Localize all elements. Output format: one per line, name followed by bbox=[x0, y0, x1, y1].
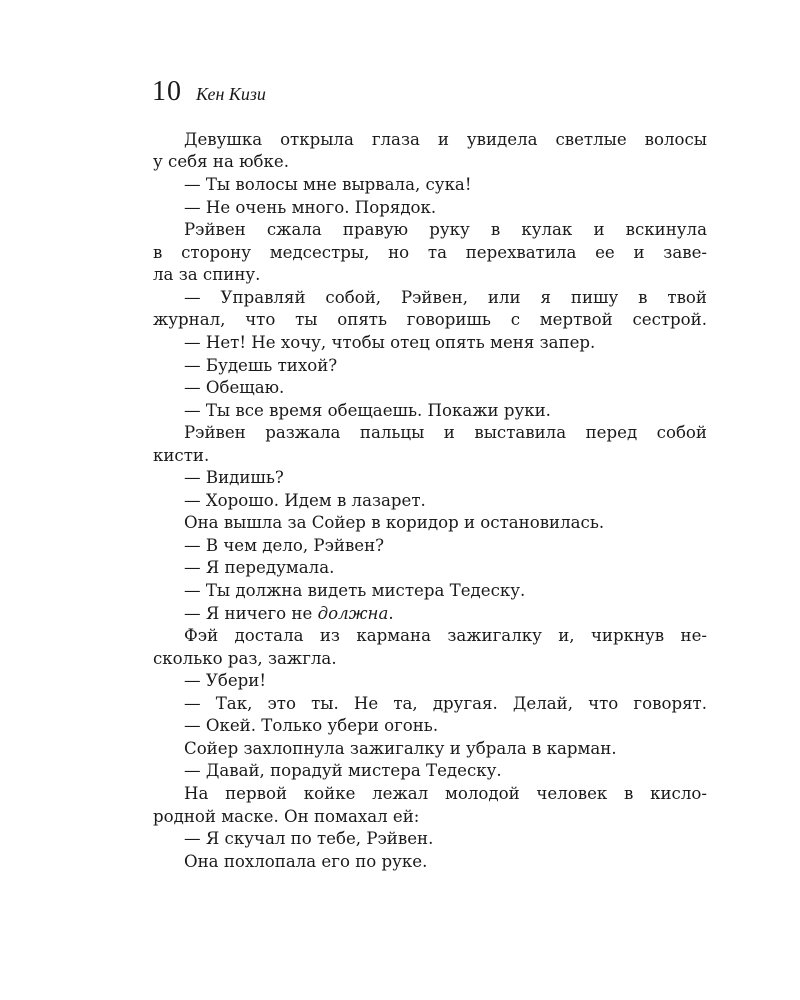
text-line: Сойер захлопнула зажигалку и убрала в карман. bbox=[184, 739, 617, 758]
text-line: — Будешь тихой? bbox=[184, 356, 338, 375]
text-line: — Я передумала. bbox=[184, 558, 335, 577]
text-line: — Давай, порадуй мистера Тедеску. bbox=[184, 761, 502, 780]
text-line: Фэй достала из кармана зажигалку и, чиркнув не- bbox=[184, 626, 707, 645]
text-line: Она вышла за Сойер в коридор и остановилась. bbox=[184, 513, 605, 532]
text-line: — Видишь? bbox=[184, 468, 284, 487]
page-number: 10 bbox=[152, 76, 182, 107]
text-line: Она похлопала его по руке. bbox=[184, 852, 428, 871]
text-line bbox=[184, 603, 394, 625]
text-line: журнал, что ты опять говоришь с мертвой сестрой. bbox=[153, 310, 707, 329]
text-line: у себя на юбке. bbox=[153, 152, 290, 171]
text-line: — Нет! Не хочу, чтобы отец опять меня запер. bbox=[184, 333, 596, 352]
text-line-part: . bbox=[388, 604, 394, 623]
emphasized-word: должна bbox=[317, 604, 389, 623]
text-line: — Управляй собой, Рэйвен, или я пишу в твой bbox=[184, 288, 707, 307]
text-line: — Окей. Только убери огонь. bbox=[184, 716, 439, 735]
text-line: в сторону медсестры, но та перехватила ее и заве- bbox=[153, 243, 707, 262]
text-line: — Так, это ты. Не та, другая. Делай, что говорят. bbox=[184, 694, 707, 713]
text-line: — Ты должна видеть мистера Тедеску. bbox=[184, 581, 526, 600]
text-line-part: — Я ничего не bbox=[184, 604, 318, 623]
text-line: — В чем дело, Рэйвен? bbox=[184, 536, 385, 555]
text-line: — Ты волосы мне вырвала, сука! bbox=[184, 175, 472, 194]
text-line: сколько раз, зажгла. bbox=[153, 649, 337, 668]
text-line: Рэйвен разжала пальцы и выставила перед собой bbox=[184, 423, 707, 442]
text-line: На первой койке лежал молодой человек в кисло- bbox=[184, 784, 707, 803]
running-title: Кен Кизи bbox=[196, 84, 266, 104]
text-line: — Обещаю. bbox=[184, 378, 285, 397]
text-line: — Ты все время обещаешь. Покажи руки. bbox=[184, 401, 551, 420]
text-line: — Убери! bbox=[184, 671, 267, 690]
text-line: — Хорошо. Идем в лазарет. bbox=[184, 491, 426, 510]
text-line: — Не очень много. Порядок. bbox=[184, 198, 437, 217]
text-line: Рэйвен сжала правую руку в кулак и вскинула bbox=[184, 220, 707, 239]
text-line: Девушка открыла глаза и увидела светлые волосы bbox=[184, 130, 707, 149]
text-line: родной маске. Он помахал ей: bbox=[153, 807, 420, 826]
text-line: ла за спину. bbox=[153, 265, 261, 284]
text-line: кисти. bbox=[153, 446, 210, 465]
text-line: — Я скучал по тебе, Рэйвен. bbox=[184, 829, 434, 848]
